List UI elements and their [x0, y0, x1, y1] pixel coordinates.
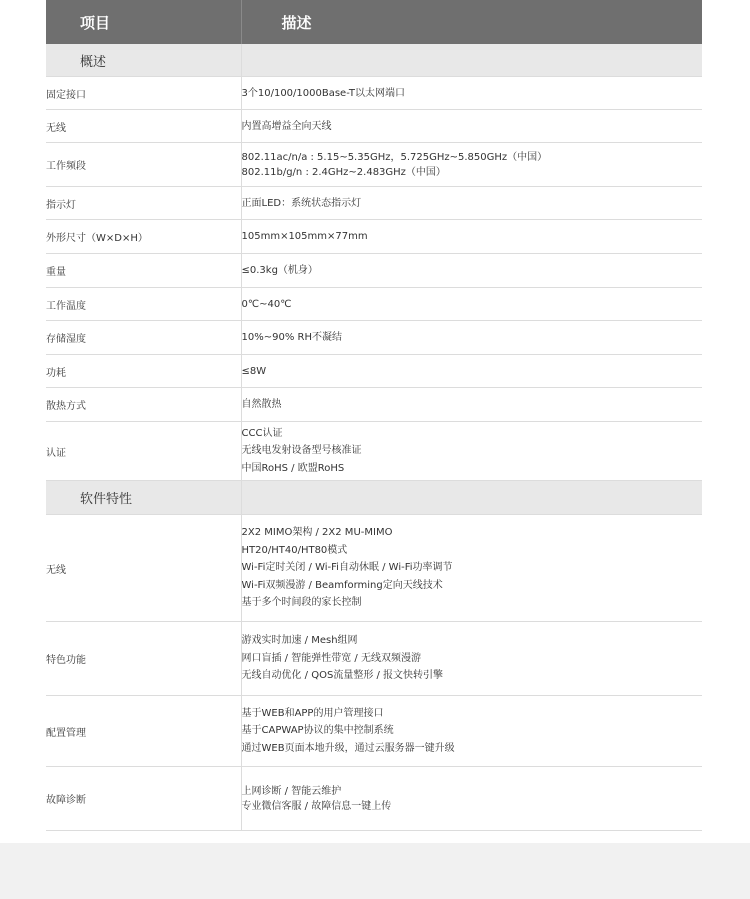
row-label: 特色功能	[46, 622, 241, 696]
value-line: 802.11b/g/n : 2.4GHz~2.483GHz（中国）	[241, 166, 446, 178]
table-row	[46, 422, 702, 481]
row-label: 固定接口	[46, 77, 241, 110]
row-label: 无线	[46, 515, 241, 622]
value-line: 802.11ac/n/a : 5.15~5.35GHz，5.725GHz~5.850GHz（中国）	[241, 151, 548, 163]
value-line: Wi-Fi定时关闭 / Wi-Fi自动休眠 / Wi-Fi功率调节	[241, 562, 453, 574]
value-line: 网口盲插 / 智能弹性带宽 / 无线双频漫游	[241, 652, 421, 664]
table-row	[46, 388, 702, 422]
row-label: 配置管理	[46, 696, 241, 767]
spec-table	[46, 0, 702, 831]
table-row	[46, 696, 702, 767]
row-value	[241, 388, 702, 422]
value-line: 0℃~40℃	[241, 298, 292, 310]
row-label: 工作频段	[46, 143, 241, 187]
table-row	[46, 321, 702, 355]
row-label: 功耗	[46, 355, 241, 388]
value-line: 105mm×105mm×77mm	[241, 231, 368, 242]
row-label: 重量	[46, 254, 241, 288]
row-label: 工作温度	[46, 288, 241, 321]
row-value	[241, 110, 702, 143]
value-line: 中国RoHS / 欧盟RoHS	[241, 462, 345, 474]
row-value	[241, 767, 702, 831]
section-title: 软件特性	[46, 481, 241, 515]
row-value	[241, 355, 702, 388]
value-line: 无线自动优化 / QOS流量整形 / 报文快转引擎	[241, 670, 444, 682]
value-line: 无线电发射设备型号核准证	[241, 445, 362, 457]
row-value	[241, 77, 702, 110]
value-line: 自然散热	[241, 399, 282, 410]
table-row	[46, 254, 702, 288]
table-body	[46, 44, 702, 831]
value-line: 正面LED：系统状态指示灯	[241, 197, 362, 209]
value-line: ≤0.3kg（机身）	[241, 265, 318, 276]
value-line: 专业微信客服 / 故障信息一键上传	[241, 800, 392, 812]
value-line: 基于多个时间段的家长控制	[241, 597, 362, 609]
value-line: 上网诊断 / 智能云维护	[241, 785, 342, 797]
value-line: 游戏实时加速 / Mesh组网	[241, 635, 358, 647]
row-value	[241, 254, 702, 288]
section-spacer	[241, 481, 702, 515]
value-line: 基于WEB和APP的用户管理接口	[241, 707, 384, 719]
value-line: 基于CAPWAP协议的集中控制系统	[241, 725, 394, 737]
value-line: HT20/HT40/HT80模式	[241, 544, 348, 556]
row-label: 认证	[46, 422, 241, 481]
value-line: ≤8W	[241, 365, 267, 377]
section-row	[46, 44, 702, 77]
table-row	[46, 355, 702, 388]
row-label: 指示灯	[46, 187, 241, 220]
table-row	[46, 187, 702, 220]
row-value	[241, 187, 702, 220]
page-footer-band	[0, 843, 750, 899]
row-value	[241, 696, 702, 767]
value-line: CCC认证	[241, 427, 283, 439]
table-row	[46, 515, 702, 622]
value-line: 内置高增益全向天线	[241, 120, 332, 132]
row-value	[241, 515, 702, 622]
section-spacer	[241, 44, 702, 77]
row-label: 无线	[46, 110, 241, 143]
row-value	[241, 321, 702, 355]
header-description: 描述	[241, 0, 702, 44]
value-line: 3个10/100/1000Base-T以太网端口	[241, 87, 406, 99]
value-line: 10%~90% RH不凝结	[241, 332, 342, 343]
row-label: 故障诊断	[46, 767, 241, 831]
row-label: 存储湿度	[46, 321, 241, 355]
table-row	[46, 288, 702, 321]
table-row	[46, 110, 702, 143]
section-title: 概述	[46, 44, 241, 77]
section-row	[46, 481, 702, 515]
value-line: Wi-Fi双频漫游 / Beamforming定向天线技术	[241, 579, 443, 591]
row-label: 散热方式	[46, 388, 241, 422]
table-header-row	[46, 0, 702, 44]
table-row	[46, 622, 702, 696]
row-label: 外形尺寸（W×D×H）	[46, 220, 241, 254]
table-row	[46, 220, 702, 254]
table-row	[46, 77, 702, 110]
value-line: 2X2 MIMO架构 / 2X2 MU-MIMO	[241, 527, 393, 539]
row-value	[241, 220, 702, 254]
table-row	[46, 143, 702, 187]
header-item: 项目	[46, 0, 241, 44]
row-value	[241, 422, 702, 481]
row-value	[241, 288, 702, 321]
row-value	[241, 622, 702, 696]
row-value	[241, 143, 702, 187]
table-row	[46, 767, 702, 831]
value-line: 通过WEB页面本地升级，通过云服务器一键升级	[241, 742, 455, 754]
